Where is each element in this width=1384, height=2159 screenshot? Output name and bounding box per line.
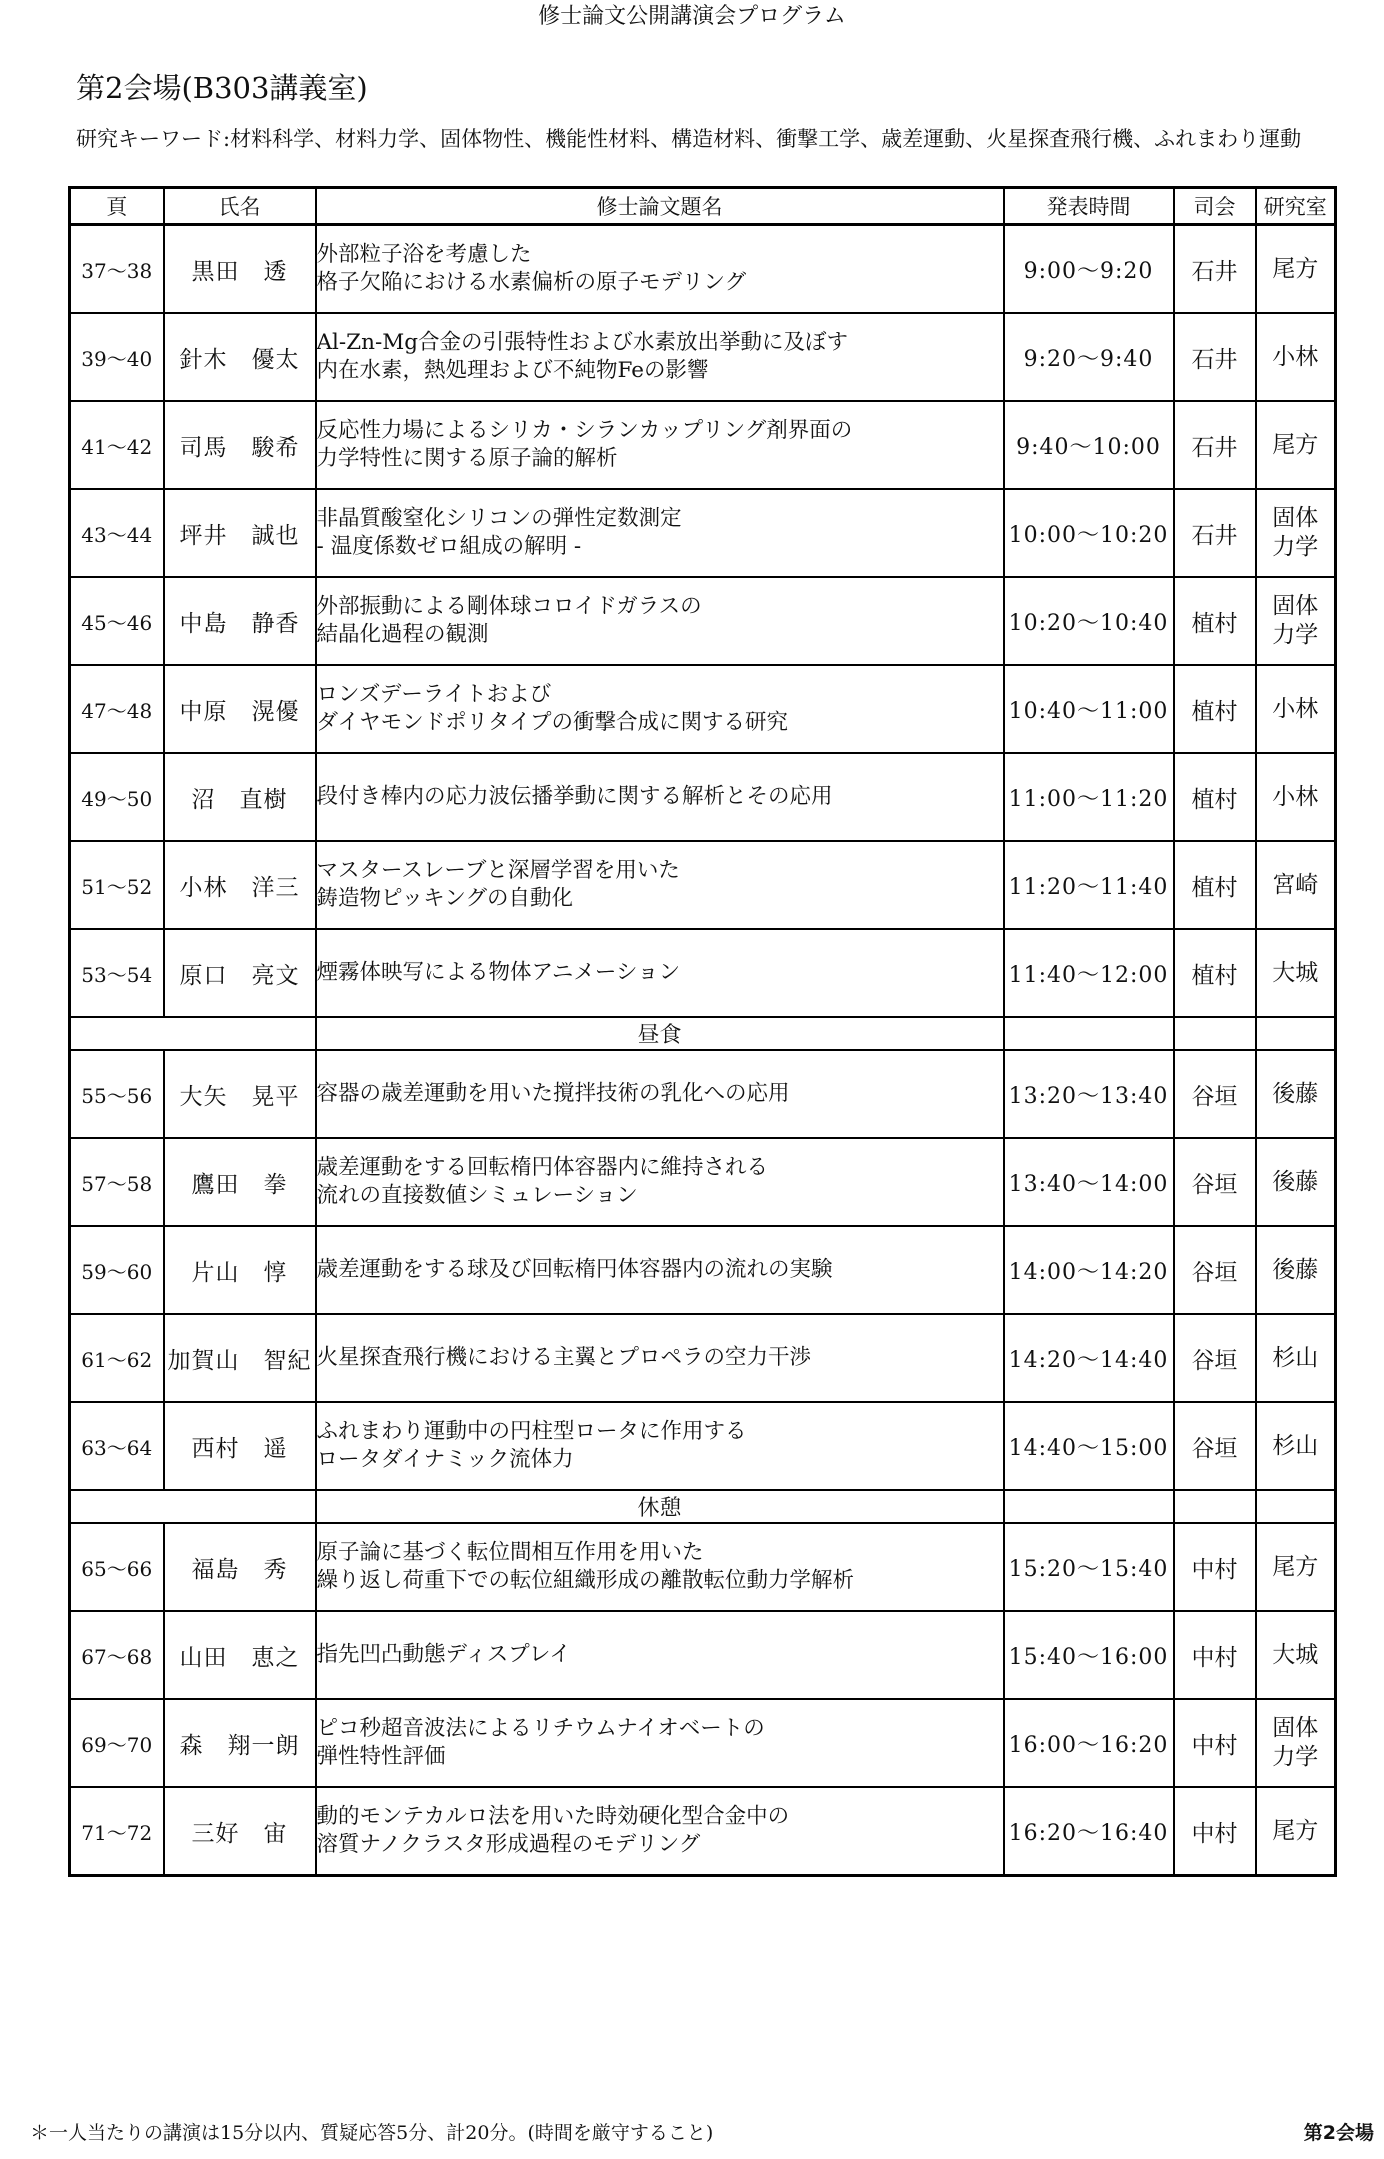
thesis-title-line: 外部振動による剛体球コロイドガラスの — [316, 594, 702, 619]
break-cell-empty — [1004, 1490, 1174, 1523]
thesis-title — [316, 1050, 1004, 1138]
table-row — [70, 1050, 1336, 1138]
hall-title: 第2会場(B303講義室) — [76, 71, 368, 105]
student-name: 三好 宙 — [164, 1787, 316, 1876]
page-range: 41～42 — [70, 401, 164, 489]
laboratory-line: 固体 — [1272, 505, 1319, 531]
page-range: 71～72 — [70, 1787, 164, 1876]
session-chair: 石井 — [1174, 313, 1256, 401]
thesis-title-line: 結晶化過程の観測 — [316, 622, 489, 647]
thesis-title-line: 煙霧体映写による物体アニメーション — [316, 960, 681, 985]
page-range: 55～56 — [70, 1050, 164, 1138]
presentation-time: 9:40～10:00 — [1004, 401, 1174, 489]
presentation-time: 10:20～10:40 — [1004, 577, 1174, 665]
thesis-title — [316, 1699, 1004, 1787]
break-cell-empty — [1004, 1017, 1174, 1050]
session-chair: 植村 — [1174, 929, 1256, 1017]
table-row — [70, 1138, 1336, 1226]
header-thesis-title: 修士論文題名 — [316, 188, 1004, 225]
thesis-title — [316, 1787, 1004, 1876]
thesis-title-line: 外部粒子浴を考慮した — [316, 242, 532, 267]
page-range: 39～40 — [70, 313, 164, 401]
session-chair: 谷垣 — [1174, 1050, 1256, 1138]
student-name: 中島 静香 — [164, 577, 316, 665]
student-name: 福島 秀 — [164, 1523, 316, 1611]
session-chair: 中村 — [1174, 1611, 1256, 1699]
student-name: 黒田 透 — [164, 225, 316, 314]
thesis-title — [316, 1314, 1004, 1402]
header-pages: 頁 — [70, 188, 164, 225]
thesis-title-line: 力学特性に関する原子論的解析 — [316, 446, 618, 471]
thesis-title-line: マスタースレーブと深層学習を用いた — [316, 858, 680, 883]
presentation-time: 11:20～11:40 — [1004, 841, 1174, 929]
header-name: 氏名 — [164, 188, 316, 225]
keywords-text: 材料科学、材料力学、固体物性、機能性材料、構造材料、衝撃工学、歳差運動、火星探査飛行機、ふれまわり運動 — [230, 127, 1302, 151]
break-cell-empty — [1174, 1490, 1256, 1523]
thesis-title-line: 内在水素，熱処理および不純物Feの影響 — [316, 358, 709, 383]
thesis-title-line: 流れの直接数値シミュレーション — [316, 1183, 638, 1208]
thesis-title-line: 歳差運動をする回転楕円体容器内に維持される — [316, 1155, 769, 1180]
laboratory — [1256, 1314, 1336, 1402]
session-chair: 中村 — [1174, 1523, 1256, 1611]
student-name: 小林 洋三 — [164, 841, 316, 929]
break-label: 昼食 — [316, 1017, 1004, 1050]
break-cell-empty — [1174, 1017, 1256, 1050]
laboratory — [1256, 1138, 1336, 1226]
break-cell-empty — [1256, 1017, 1336, 1050]
table-row — [70, 401, 1336, 489]
thesis-title-line: Al-Zn-Mg合金の引張特性および水素放出挙動に及ぼす — [316, 330, 848, 355]
thesis-title-line: 鋳造物ピッキングの自動化 — [316, 886, 573, 911]
laboratory-line: 尾方 — [1272, 1553, 1319, 1580]
page-range: 45～46 — [70, 577, 164, 665]
session-chair: 石井 — [1174, 401, 1256, 489]
laboratory — [1256, 401, 1336, 489]
table-row — [70, 1523, 1336, 1611]
table-row — [70, 753, 1336, 841]
thesis-title-line: ロータダイナミック流体力 — [316, 1447, 574, 1472]
session-chair: 植村 — [1174, 753, 1256, 841]
laboratory-line: 大城 — [1272, 959, 1319, 986]
table-row — [70, 1699, 1336, 1787]
thesis-title-line: 繰り返し荷重下での転位組織形成の離散転位動力学解析 — [316, 1568, 855, 1593]
footer-hall-label: 第2会場 — [1303, 2122, 1374, 2144]
student-name: 鷹田 拳 — [164, 1138, 316, 1226]
table-row — [70, 841, 1336, 929]
table-header-row — [70, 188, 1336, 225]
thesis-title-line: 格子欠陥における水素偏析の原子モデリング — [316, 270, 747, 295]
page-range: 37～38 — [70, 225, 164, 314]
table-row — [70, 225, 1336, 314]
presentation-time: 15:20～15:40 — [1004, 1523, 1174, 1611]
presentation-time: 9:00～9:20 — [1004, 225, 1174, 314]
laboratory-line: 小林 — [1272, 343, 1319, 370]
table-row — [70, 1611, 1336, 1699]
thesis-title — [316, 401, 1004, 489]
thesis-title-line: 動的モンテカルロ法を用いた時効硬化型合金中の — [316, 1804, 790, 1829]
laboratory — [1256, 1611, 1336, 1699]
laboratory-line: 後藤 — [1272, 1168, 1319, 1195]
laboratory — [1256, 1523, 1336, 1611]
thesis-title-line: 溶質ナノクラスタ形成過程のモデリング — [316, 1832, 701, 1857]
break-cell-empty — [1256, 1490, 1336, 1523]
session-chair: 石井 — [1174, 225, 1256, 314]
session-chair: 植村 — [1174, 841, 1256, 929]
session-chair: 中村 — [1174, 1787, 1256, 1876]
laboratory-line: 力学 — [1272, 1744, 1319, 1770]
footer-note: ＊一人当たりの講演は15分以内、質疑応答5分、計20分。(時間を厳守すること) — [30, 2122, 714, 2144]
session-chair: 谷垣 — [1174, 1314, 1256, 1402]
header-time: 発表時間 — [1004, 188, 1174, 225]
session-chair: 谷垣 — [1174, 1226, 1256, 1314]
presentation-time: 16:00～16:20 — [1004, 1699, 1174, 1787]
page-range: 63～64 — [70, 1402, 164, 1490]
thesis-title-line: ロンズデーライトおよび — [316, 682, 552, 707]
table-row — [70, 489, 1336, 577]
laboratory-line: 力学 — [1272, 622, 1319, 648]
presentation-time: 11:40～12:00 — [1004, 929, 1174, 1017]
laboratory-line: 固体 — [1272, 593, 1319, 619]
thesis-title — [316, 665, 1004, 753]
laboratory — [1256, 753, 1336, 841]
laboratory — [1256, 1050, 1336, 1138]
thesis-title-line: 弾性特性評価 — [316, 1744, 446, 1769]
thesis-title — [316, 1138, 1004, 1226]
page-range: 57～58 — [70, 1138, 164, 1226]
presentation-time: 11:00～11:20 — [1004, 753, 1174, 841]
thesis-title-line: 段付き棒内の応力波伝播挙動に関する解析とその応用 — [316, 784, 833, 809]
table-row — [70, 1314, 1336, 1402]
student-name: 加賀山 智紀 — [164, 1314, 316, 1402]
table-row — [70, 1787, 1336, 1876]
laboratory-line: 尾方 — [1272, 1817, 1319, 1844]
session-chair: 石井 — [1174, 489, 1256, 577]
thesis-title — [316, 1402, 1004, 1490]
thesis-title — [316, 225, 1004, 314]
laboratory-line: 宮崎 — [1272, 871, 1319, 898]
laboratory — [1256, 1402, 1336, 1490]
thesis-title-line: 火星探査飛行機における主翼とプロペラの空力干渉 — [316, 1345, 812, 1370]
header-lab: 研究室 — [1256, 188, 1336, 225]
thesis-title-line: - 温度係数ゼロ組成の解明 - — [316, 534, 582, 559]
session-chair: 谷垣 — [1174, 1138, 1256, 1226]
thesis-title-line: ダイヤモンドポリタイプの衝撃合成に関する研究 — [316, 710, 788, 735]
page-range: 61～62 — [70, 1314, 164, 1402]
page-range: 43～44 — [70, 489, 164, 577]
thesis-title — [316, 841, 1004, 929]
thesis-title-line: 原子論に基づく転位間相互作用を用いた — [316, 1540, 704, 1565]
presentation-time: 13:40～14:00 — [1004, 1138, 1174, 1226]
table-row — [70, 665, 1336, 753]
presentation-time: 13:20～13:40 — [1004, 1050, 1174, 1138]
thesis-title-line: ピコ秒超音波法によるリチウムナイオベートの — [316, 1716, 765, 1741]
research-keywords — [76, 125, 1366, 153]
thesis-title — [316, 929, 1004, 1017]
laboratory-line: 尾方 — [1272, 255, 1319, 282]
thesis-title — [316, 753, 1004, 841]
student-name: 中原 滉優 — [164, 665, 316, 753]
laboratory-line: 杉山 — [1272, 1432, 1319, 1459]
student-name: 大矢 晃平 — [164, 1050, 316, 1138]
student-name: 原口 亮文 — [164, 929, 316, 1017]
header-chair: 司会 — [1174, 188, 1256, 225]
break-label: 休憩 — [316, 1490, 1004, 1523]
break-cell-empty — [70, 1017, 316, 1050]
session-chair: 中村 — [1174, 1699, 1256, 1787]
thesis-title — [316, 1226, 1004, 1314]
laboratory-line: 杉山 — [1272, 1344, 1319, 1371]
student-name: 司馬 駿希 — [164, 401, 316, 489]
thesis-title — [316, 1523, 1004, 1611]
student-name: 沼 直樹 — [164, 753, 316, 841]
laboratory-line: 大城 — [1272, 1641, 1319, 1668]
presentation-time: 10:40～11:00 — [1004, 665, 1174, 753]
student-name: 坪井 誠也 — [164, 489, 316, 577]
presentation-time: 15:40～16:00 — [1004, 1611, 1174, 1699]
presentation-time: 14:20～14:40 — [1004, 1314, 1174, 1402]
thesis-title-line: 指先凹凸動態ディスプレイ — [316, 1642, 571, 1667]
laboratory-line: 固体 — [1272, 1715, 1319, 1741]
student-name: 西村 遥 — [164, 1402, 316, 1490]
laboratory-line: 尾方 — [1272, 431, 1319, 458]
page-range: 47～48 — [70, 665, 164, 753]
laboratory — [1256, 1226, 1336, 1314]
laboratory — [1256, 313, 1336, 401]
schedule-table — [68, 186, 1337, 1877]
laboratory-line: 後藤 — [1272, 1256, 1319, 1283]
break-row — [70, 1490, 1336, 1523]
table-row — [70, 313, 1336, 401]
session-chair: 植村 — [1174, 665, 1256, 753]
presentation-time: 10:00～10:20 — [1004, 489, 1174, 577]
laboratory — [1256, 577, 1336, 665]
table-row — [70, 929, 1336, 1017]
page-range: 67～68 — [70, 1611, 164, 1699]
thesis-title — [316, 1611, 1004, 1699]
laboratory — [1256, 1699, 1336, 1787]
laboratory-line: 小林 — [1272, 695, 1319, 722]
presentation-time: 14:40～15:00 — [1004, 1402, 1174, 1490]
thesis-title-line: 非晶質酸窒化シリコンの弾性定数測定 — [316, 506, 682, 531]
document-title: 修士論文公開講演会プログラム — [538, 4, 846, 29]
page-range: 69～70 — [70, 1699, 164, 1787]
table-row — [70, 1402, 1336, 1490]
thesis-title-line: 反応性力場によるシリカ・シランカップリング剤界面の — [316, 418, 853, 443]
laboratory-line: 小林 — [1272, 783, 1319, 810]
keywords-label: 研究キーワード: — [76, 127, 231, 151]
page-range: 65～66 — [70, 1523, 164, 1611]
page-range: 49～50 — [70, 753, 164, 841]
session-chair: 谷垣 — [1174, 1402, 1256, 1490]
laboratory-line: 力学 — [1272, 534, 1319, 560]
break-row — [70, 1017, 1336, 1050]
laboratory — [1256, 225, 1336, 314]
laboratory — [1256, 1787, 1336, 1876]
student-name: 片山 惇 — [164, 1226, 316, 1314]
table-row — [70, 1226, 1336, 1314]
presentation-time: 16:20～16:40 — [1004, 1787, 1174, 1876]
presentation-time: 14:00～14:20 — [1004, 1226, 1174, 1314]
thesis-title — [316, 313, 1004, 401]
schedule-body — [70, 225, 1336, 1876]
thesis-title — [316, 489, 1004, 577]
page-range: 51～52 — [70, 841, 164, 929]
laboratory-line: 後藤 — [1272, 1080, 1319, 1107]
thesis-title-line: 歳差運動をする球及び回転楕円体容器内の流れの実験 — [316, 1257, 833, 1282]
laboratory — [1256, 489, 1336, 577]
student-name: 山田 恵之 — [164, 1611, 316, 1699]
thesis-title — [316, 577, 1004, 665]
thesis-title-line: ふれまわり運動中の円柱型ロータに作用する — [316, 1419, 747, 1444]
laboratory — [1256, 841, 1336, 929]
student-name: 森 翔一朗 — [164, 1699, 316, 1787]
page-range: 59～60 — [70, 1226, 164, 1314]
laboratory — [1256, 665, 1336, 753]
table-row — [70, 577, 1336, 665]
break-cell-empty — [70, 1490, 316, 1523]
presentation-time: 9:20～9:40 — [1004, 313, 1174, 401]
thesis-title-line: 容器の歳差運動を用いた撹拌技術の乳化への応用 — [316, 1081, 790, 1106]
laboratory — [1256, 929, 1336, 1017]
page-range: 53～54 — [70, 929, 164, 1017]
session-chair: 植村 — [1174, 577, 1256, 665]
student-name: 針木 優太 — [164, 313, 316, 401]
